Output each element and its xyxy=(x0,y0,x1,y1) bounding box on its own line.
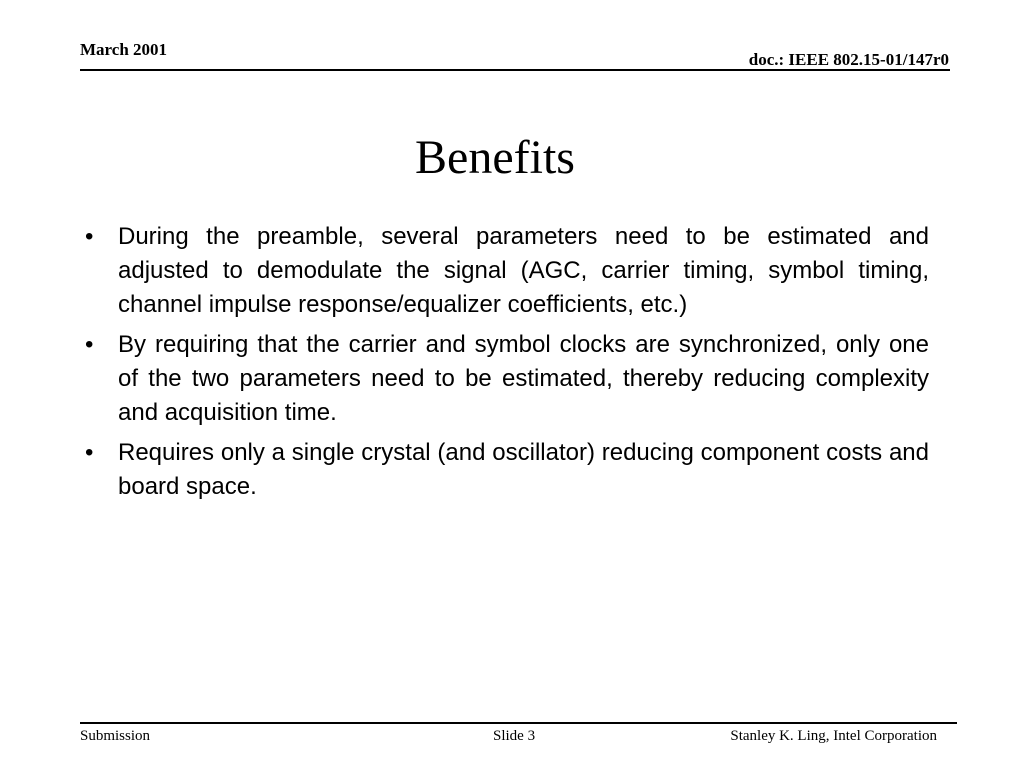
header-document-id: doc.: IEEE 802.15-01/147r0 xyxy=(748,50,949,69)
header-divider xyxy=(80,69,950,71)
bullet-item xyxy=(77,220,929,322)
footer-author: Stanley K. Ling, Intel Corporation xyxy=(730,728,937,744)
bullet-item xyxy=(77,328,929,430)
bullet-marker: • xyxy=(85,439,94,466)
bullet-list xyxy=(77,220,929,510)
bullet-item xyxy=(77,436,929,504)
footer-slide-number: Slide 3 xyxy=(493,728,536,744)
footer-divider xyxy=(80,722,957,724)
bullet-text: During the preamble, several parameters need to be estimated and adjusted to demodulate the signal (AGC, carrier timing, symbol timing, channel impulse response/equalizer coefficients, etc.) xyxy=(118,223,929,318)
slide-title: Benefits xyxy=(415,131,575,185)
bullet-marker: • xyxy=(85,331,94,358)
bullet-marker: • xyxy=(85,223,94,250)
bullet-text: By requiring that the carrier and symbol clocks are synchronized, only one of the two parameters need to be estimated, thereby reducing complexity and acquisition time. xyxy=(118,331,929,426)
header-date: March 2001 xyxy=(80,40,168,59)
bullet-text: Requires only a single crystal (and oscillator) reducing component costs and board space. xyxy=(118,439,929,500)
footer-submission: Submission xyxy=(80,728,151,744)
